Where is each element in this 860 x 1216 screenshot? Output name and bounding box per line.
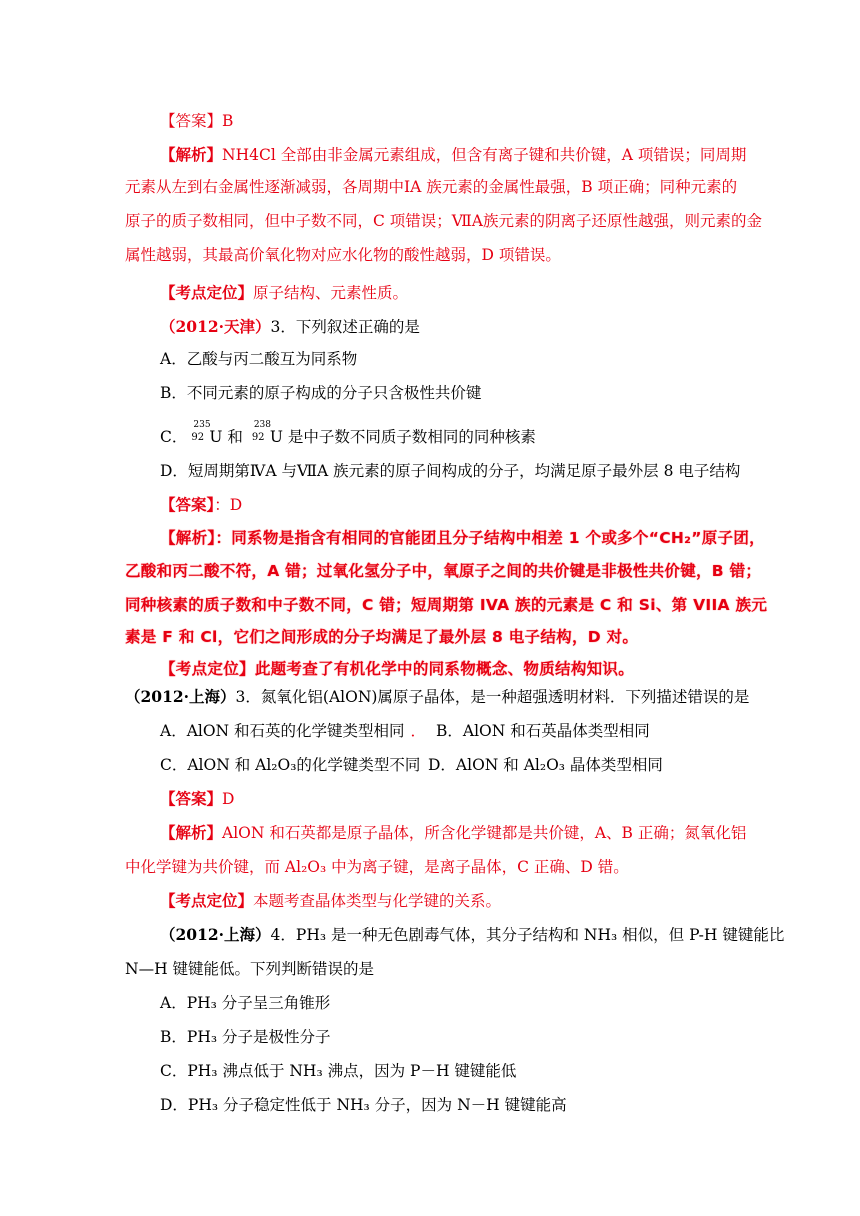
topic-value: 本题考查晶体类型与化学键的关系。 [253, 892, 502, 910]
question-source: （2012·上海） [125, 687, 236, 706]
q4-shanghai-option-c: C．PH₃ 沸点低于 NH₃ 沸点，因为 P－H 键键能低 [160, 1062, 517, 1080]
atomic-number: 92 [191, 432, 205, 443]
q2-answer [160, 110, 233, 132]
q3-shanghai-answer [160, 788, 234, 810]
q4-shanghai-option-b: B．PH₃ 分子是极性分子 [160, 1028, 331, 1046]
q4-shanghai-stem-line-2: N—H 键键能低。下列判断错误的是 [125, 960, 375, 978]
q3-tianjin-analysis-line-1 [160, 527, 765, 549]
analysis-tag: 【解析】 [160, 823, 223, 842]
atomic-number: 92 [251, 432, 265, 443]
question-stem: 3．下列叙述正确的是 [270, 318, 420, 336]
option-text: 是中子数不同质子数相同的同种核素 [282, 428, 536, 446]
q3-shanghai-option-a [160, 720, 426, 742]
q2-analysis-line-2: 元素从左到右金属性逐渐减弱，各周期中ⅠA 族元素的金属性最强，B 项正确；同种元素的 [125, 178, 738, 196]
topic-value: 原子结构、元素性质。 [253, 284, 409, 302]
question-source: （2012·上海） [160, 925, 271, 944]
isotope-u238 [248, 420, 271, 448]
q3-tianjin-option-c [160, 420, 536, 448]
q4-shanghai-stem-line-1 [160, 924, 784, 946]
element-symbol: U [209, 428, 223, 446]
question-stem: 3．氮氧化铝(AlON)属原子晶体，是一种超强透明材料．下列描述错误的是 [235, 688, 750, 706]
q3-tianjin-analysis-line-4: 素是 F 和 Cl，它们之间形成的分子均满足了最外层 8 电子结构，D 对。 [125, 628, 639, 646]
answer-value: B [222, 112, 234, 130]
option-text: A．AlON 和石英的化学键类型相同 [160, 722, 405, 740]
analysis-text: AlON 和石英都是原子晶体，所含化学键都是共价键，A、B 正确；氮氧化铝 [222, 824, 747, 842]
topic-tag: 【考点定位】 [160, 891, 254, 910]
q3-tianjin-option-b: B．不同元素的原子构成的分子只含极性共价键 [160, 384, 482, 402]
answer-tag: 【答案】 [160, 789, 223, 808]
q3-tianjin-analysis-line-2: 乙酸和丙二酸不符，A 错；过氧化氢分子中，氧原子之间的共价键是非极性共价键，B 错； [125, 562, 762, 580]
q2-topic [160, 282, 408, 304]
q2-analysis-line-3: 原子的质子数相同，但中子数不同，C 项错误；ⅦA族元素的阴离子还原性越强，则元素的金 [125, 212, 762, 230]
element-symbol: U [269, 428, 283, 446]
q3-shanghai-analysis-line-1 [160, 822, 746, 844]
q3-shanghai-stem [125, 686, 749, 708]
analysis-text: ：同系物是指含有相同的官能团且分子结构中相差 1 个或多个“CH₂”原子团， [215, 529, 765, 547]
q3-shanghai-option-b: B．AlON 和石英晶体类型相同 [436, 722, 650, 740]
topic-value: 此题考查了有机化学中的同系物概念、物质结构知识。 [254, 660, 635, 678]
q3-tianjin-option-d: D．短周期第ⅣA 与ⅦA 族元素的原子间构成的分子，均满足原子最外层 8 电子结构 [160, 462, 741, 480]
analysis-tag: 【解析】 [160, 529, 216, 547]
topic-tag: 【考点定位】 [160, 283, 254, 302]
isotope-u235 [187, 420, 211, 448]
stray-mark: ． [410, 722, 427, 740]
q4-shanghai-option-d: D．PH₃ 分子稳定性低于 NH₃ 分子，因为 N－H 键键能高 [160, 1096, 567, 1114]
q3-shanghai-analysis-line-2: 中化学键为共价键，而 Al₂O₃ 中为离子键，是离子晶体，C 正确、D 错。 [125, 858, 629, 876]
q2-analysis-line-4: 属性越弱，其最高价氧化物对应水化物的酸性越弱，D 项错误。 [125, 246, 561, 264]
q3-shanghai-topic [160, 890, 501, 912]
question-stem: 4．PH₃ 是一种无色剧毒气体，其分子结构和 NH₃ 相似，但 P-H 键键能比 [270, 926, 785, 944]
q3-tianjin-stem [160, 316, 420, 338]
answer-tag: 【答案】 [160, 112, 223, 130]
answer-tag: 【答案】 [160, 495, 215, 514]
q3-shanghai-option-d: D．AlON 和 Al₂O₃ 晶体类型相同 [428, 756, 663, 774]
analysis-text: NH4Cl 全部由非金属元素组成，但含有离子键和共价键，A 项错误；同周期 [222, 146, 747, 164]
q3-tianjin-analysis-line-3: 同种核素的质子数和中子数不同，C 错；短周期第 IVA 族的元素是 C 和 Si、第 VIIA 族元 [125, 596, 768, 614]
question-source: （2012·天津） [160, 317, 271, 336]
option-prefix: C． [160, 428, 188, 446]
analysis-tag: 【解析】 [160, 145, 223, 164]
answer-value: D [222, 790, 235, 808]
q4-shanghai-option-a: A．PH₃ 分子呈三角锥形 [160, 994, 331, 1012]
q3-shanghai-option-c: C．AlON 和 Al₂O₃的化学键类型不同 [160, 756, 421, 774]
mass-number: 238 [253, 420, 271, 430]
q3-tianjin-answer [160, 494, 242, 516]
topic-tag: 【考点定位】 [160, 660, 255, 678]
q2-analysis-line-1 [160, 144, 746, 166]
q3-tianjin-option-a: A．乙酸与丙二酸互为同系物 [160, 350, 358, 368]
answer-value: ：D [214, 496, 243, 514]
mass-number: 235 [193, 420, 211, 430]
q3-tianjin-topic [160, 658, 634, 680]
conjunction: 和 [222, 428, 248, 446]
